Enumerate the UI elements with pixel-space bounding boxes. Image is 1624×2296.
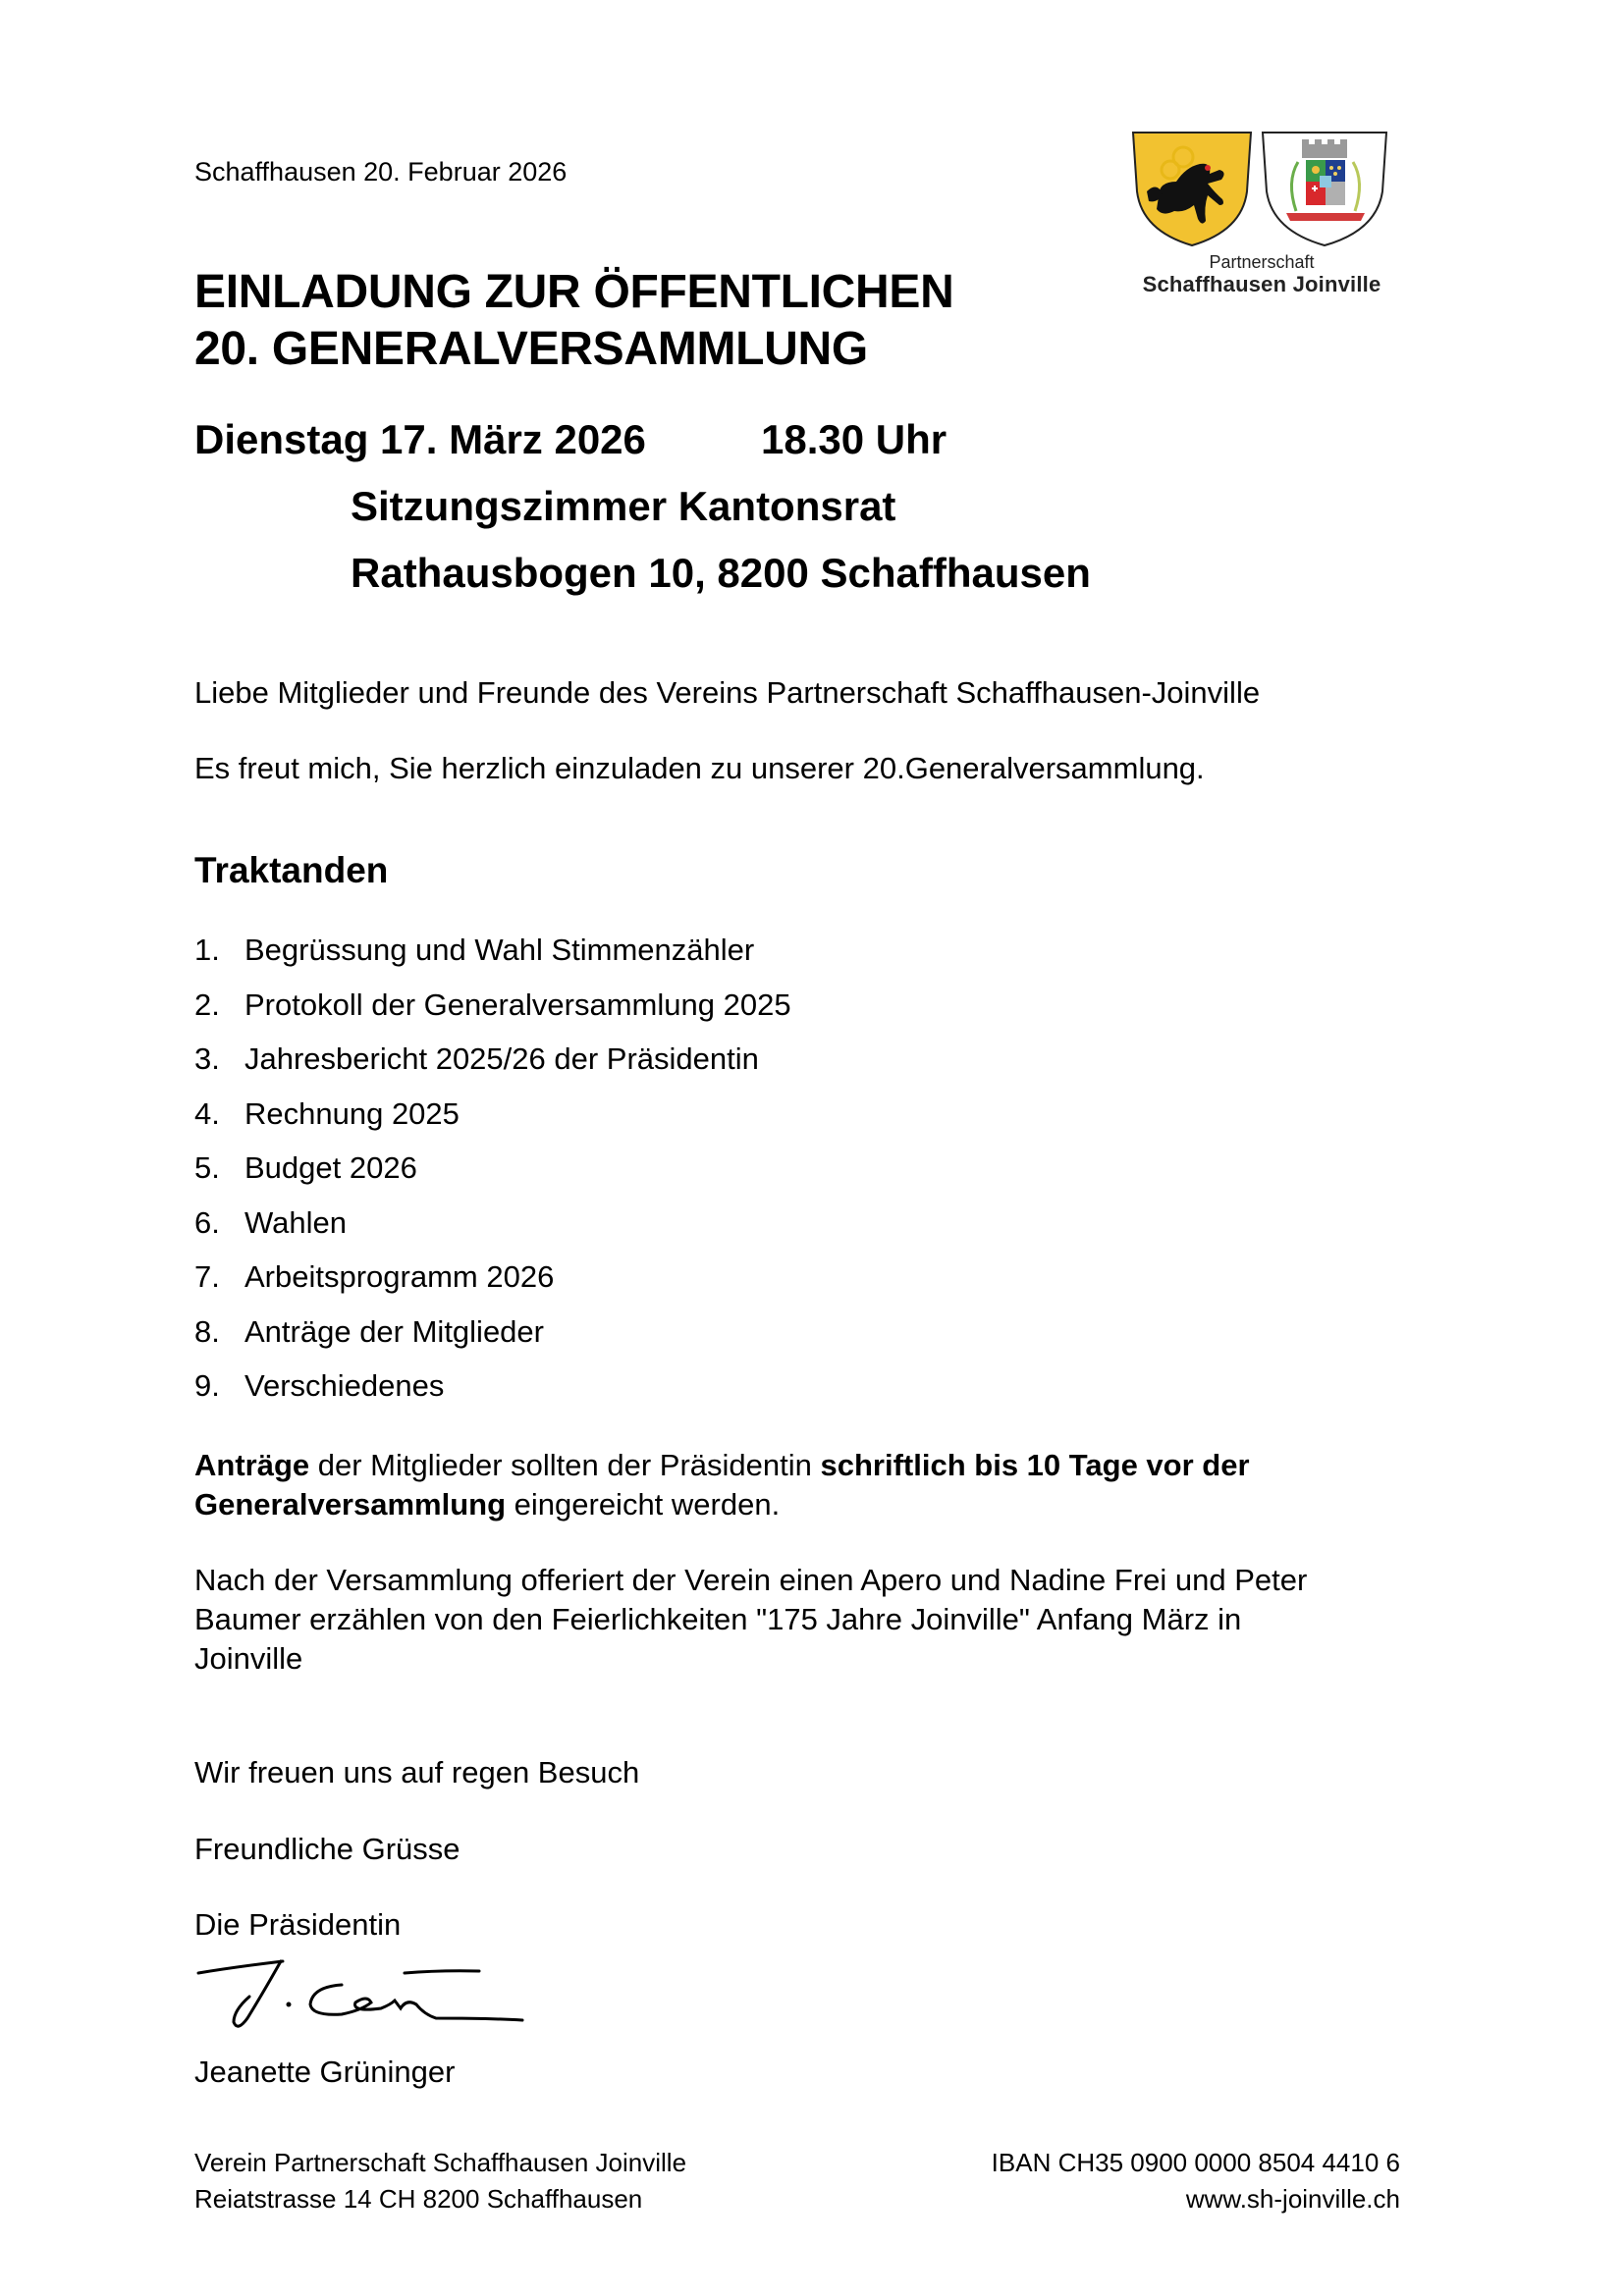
- motions-text-2: eingereicht werden.: [506, 1487, 781, 1522]
- agenda-text: Jahresbericht 2025/26 der Präsidentin: [244, 1041, 759, 1076]
- partnership-logo: [1129, 123, 1394, 304]
- closing-line: Wir freuen uns auf regen Besuch: [194, 1755, 640, 1789]
- event-datetime: [194, 416, 947, 463]
- after-meeting-note: [194, 1561, 1432, 1679]
- coats-of-arms-icon: [1129, 123, 1394, 250]
- place-and-date: Schaffhausen 20. Februar 2026: [194, 157, 568, 187]
- footer-left: [194, 2145, 686, 2217]
- invitation-text: Es freut mich, Sie herzlich einzuladen zu unserer 20.Generalversammlung.: [194, 751, 1205, 785]
- agenda-number: 6.: [194, 1204, 220, 1240]
- agenda-number: 3.: [194, 1041, 220, 1076]
- motions-note: [194, 1446, 1432, 1524]
- footer-org-name: Verein Partnerschaft Schaffhausen Joinville: [194, 2148, 687, 2177]
- agenda-text: Anträge der Mitglieder: [244, 1313, 544, 1349]
- event-date: Dienstag 17. März 2026: [194, 416, 646, 462]
- agenda-number: 8.: [194, 1313, 220, 1349]
- venue-room: Sitzungszimmer Kantonsrat: [351, 483, 896, 529]
- title-line-1: EINLADUNG ZUR ÖFFENTLICHEN: [194, 266, 954, 318]
- signature-icon: [194, 1953, 568, 2042]
- greeting: Liebe Mitglieder und Freunde des Vereins Partnerschaft Schaffhausen-Joinville: [194, 675, 1261, 710]
- agenda-text: Arbeitsprogramm 2026: [244, 1259, 555, 1294]
- after-meeting-line-2: Baumer erzählen von den Feierlichkeiten "175 Jahre Joinville" Anfang März in: [194, 1602, 1242, 1636]
- agenda-text: Wahlen: [244, 1204, 347, 1240]
- agenda-number: 1.: [194, 933, 220, 967]
- regards: Freundliche Grüsse: [194, 1832, 460, 1866]
- footer-address: Reiatstrasse 14 CH 8200 Schaffhausen: [194, 2184, 643, 2214]
- agenda-number: 7.: [194, 1259, 220, 1294]
- schaffhausen-shield-icon: [1133, 133, 1251, 245]
- signatory-role: Die Präsidentin: [194, 1907, 402, 1942]
- agenda-text: Begrüssung und Wahl Stimmenzähler: [244, 933, 755, 967]
- agenda-number: 9.: [194, 1368, 220, 1403]
- after-meeting-line-1: Nach der Versammlung offeriert der Verein einen Apero und Nadine Frei und Peter: [194, 1563, 1308, 1597]
- motions-bold-2: schriftlich bis 10 Tage vor der Generalversammlung: [194, 1448, 1250, 1522]
- footer-iban: IBAN CH35 0900 0000 8504 4410 6: [991, 2148, 1400, 2177]
- joinville-shield-icon: [1263, 133, 1386, 245]
- motions-text-1: der Mitglieder sollten der Präsidentin: [309, 1448, 821, 1482]
- motions-bold-1: Anträge: [194, 1448, 310, 1482]
- agenda-text: Rechnung 2025: [244, 1095, 460, 1131]
- agenda-number: 5.: [194, 1150, 220, 1185]
- agenda-text: Budget 2026: [244, 1150, 417, 1185]
- agenda-number: 2.: [194, 987, 220, 1022]
- footer-right: [992, 2145, 1400, 2217]
- logo-title: Schaffhausen Joinville: [1142, 272, 1381, 296]
- agenda-text: Protokoll der Generalversammlung 2025: [244, 987, 791, 1022]
- agenda-number: 4.: [194, 1095, 220, 1131]
- after-meeting-line-3: Joinville: [194, 1641, 303, 1676]
- footer-website-link[interactable]: www.sh-joinville.ch: [1185, 2184, 1400, 2214]
- agenda-text: Verschiedenes: [244, 1368, 445, 1403]
- signatory-name: Jeanette Grüninger: [194, 2055, 456, 2089]
- agenda-heading: Traktanden: [194, 850, 389, 890]
- venue-address: Rathausbogen 10, 8200 Schaffhausen: [351, 550, 1091, 596]
- logo-subtitle: Partnerschaft: [1209, 252, 1315, 272]
- title-line-2: 20. GENERALVERSAMMLUNG: [194, 323, 868, 375]
- event-time: 18.30 Uhr: [761, 416, 947, 462]
